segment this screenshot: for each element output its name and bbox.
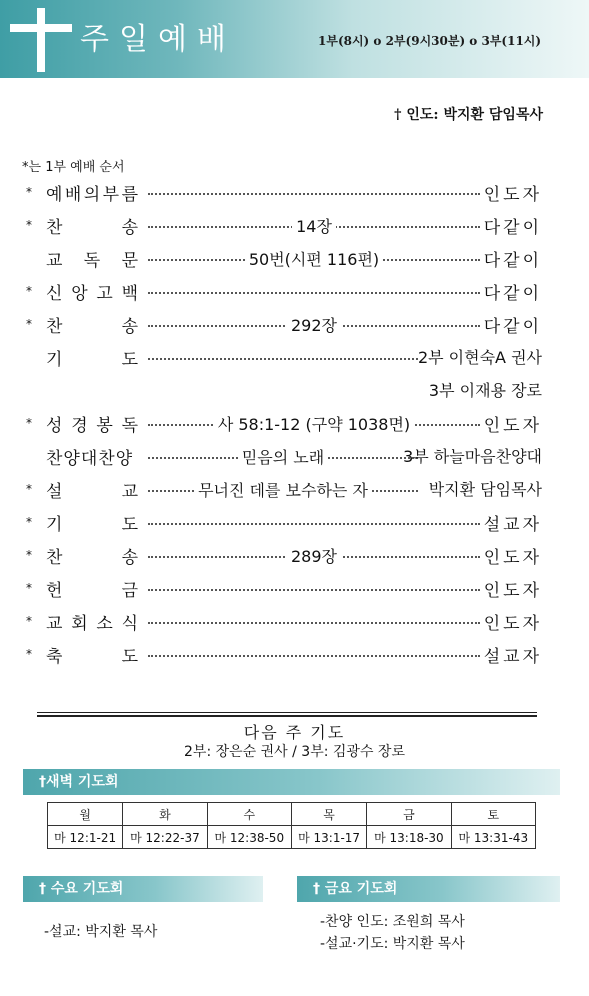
order-item-char: 찬양대찬양 [46, 449, 134, 469]
reading-cell: 마 12:1-21 [48, 826, 123, 849]
order-item-char: 배 [64, 185, 82, 205]
order-item-detail-text: 믿음의 노래 [238, 448, 328, 467]
order-item-char: 찬 [46, 548, 63, 568]
cross-icon [37, 8, 45, 72]
order-note: *는 1부 예배 순서 [22, 160, 125, 175]
asterisk-mark: * [26, 581, 32, 595]
divider [37, 712, 537, 713]
order-item-char: 기 [46, 515, 63, 535]
order-item-name [46, 477, 138, 502]
wednesday-prayer-header: † 수요 기도회 [23, 876, 263, 902]
order-item-detail-text: 292장 [287, 316, 341, 335]
reading-cell: 마 12:22-37 [123, 826, 207, 849]
asterisk-mark: * [26, 185, 32, 199]
day-cell: 수 [207, 803, 291, 826]
dawn-prayer-table [47, 802, 536, 849]
order-item-leader: 2부 이현숙A 권사 [417, 348, 542, 367]
order-item-char: 설 [46, 482, 63, 502]
friday-line: -설교·기도: 박지환 목사 [320, 936, 465, 952]
cross-icon-bar [10, 24, 72, 32]
order-item-leader: 인도자 [483, 185, 542, 205]
order-item-leader: 다같이 [483, 284, 542, 304]
order-row [26, 440, 542, 473]
order-item-detail [148, 247, 480, 270]
order-item-char: 예 [46, 185, 63, 205]
order-item-leader: 인도자 [483, 614, 542, 634]
asterisk-mark: * [26, 416, 32, 430]
order-item-name [46, 411, 138, 436]
order-item-detail [148, 445, 418, 468]
order-item-char: 름 [121, 185, 138, 205]
order-row [26, 473, 542, 506]
order-row [26, 638, 542, 671]
order-item-char: 성 [46, 416, 63, 436]
page-header [0, 0, 589, 78]
reading-cell: 마 13:1-17 [291, 826, 366, 849]
order-item-leader: 다같이 [483, 317, 542, 337]
order-item-char: 회 [71, 614, 88, 634]
order-item-leader: 다같이 [483, 251, 542, 271]
order-row [26, 308, 542, 341]
order-item-name [46, 279, 138, 304]
order-item-char: 도 [121, 515, 138, 535]
order-row [26, 275, 542, 308]
order-item-leader: 인도자 [483, 416, 542, 436]
asterisk-mark: * [26, 482, 32, 496]
friday-line: -찬양 인도: 조원희 목사 [320, 914, 465, 930]
order-item-name [46, 312, 138, 337]
day-cell: 목 [291, 803, 366, 826]
order-item-detail-text: 50번(시편 116편) [245, 250, 383, 269]
order-item-char: 백 [121, 284, 138, 304]
order-item-char: 의 [83, 185, 101, 205]
order-item-leader: 다같이 [483, 218, 542, 238]
divider [37, 715, 537, 717]
order-row [26, 176, 542, 209]
order-item-char: 봉 [96, 416, 113, 436]
order-item-char: 송 [121, 548, 138, 568]
reading-cell: 마 12:38-50 [207, 826, 291, 849]
order-item-char: 기 [46, 350, 63, 370]
order-item-detail-text: 사 58:1-12 (구약 1038면) [214, 415, 414, 434]
page-title: 주일예배 [80, 22, 236, 57]
order-item-char: 고 [96, 284, 113, 304]
order-row [26, 374, 542, 407]
order-item-char: 소 [96, 614, 113, 634]
order-row [26, 605, 542, 638]
order-item-name [46, 213, 138, 238]
order-item-char: 송 [121, 317, 138, 337]
order-item-leader: 3부 하늘마음찬양대 [403, 447, 542, 466]
asterisk-mark: * [26, 548, 32, 562]
dot-leader [148, 292, 480, 294]
order-item-detail [148, 214, 480, 237]
order-item-char: 축 [46, 647, 63, 667]
order-row [26, 539, 542, 572]
order-row [26, 572, 542, 605]
order-item-char: 찬 [46, 218, 63, 238]
order-item-detail [148, 412, 480, 435]
dot-leader [148, 589, 480, 591]
order-item-leader: 3부 이재용 장로 [428, 381, 542, 400]
order-item-char: 금 [121, 581, 138, 601]
order-item-detail-text: 289장 [287, 547, 341, 566]
order-item-name [46, 246, 138, 271]
day-cell: 화 [123, 803, 207, 826]
order-of-worship [26, 176, 542, 671]
asterisk-mark: * [26, 614, 32, 628]
order-item-char: 식 [121, 614, 138, 634]
order-row [26, 407, 542, 440]
order-item-char: 앙 [71, 284, 88, 304]
dot-leader [148, 358, 418, 360]
wednesday-line: -설교: 박지환 목사 [44, 924, 158, 940]
order-item-char: 헌 [46, 581, 63, 601]
order-item-char: 경 [71, 416, 88, 436]
asterisk-mark: * [26, 515, 32, 529]
asterisk-mark: * [26, 284, 32, 298]
order-item-name [46, 345, 138, 370]
day-cell: 금 [367, 803, 451, 826]
next-week-names: 2부: 장은순 권사 / 3부: 김광수 장로 [184, 744, 405, 760]
reading-cell: 마 13:18-30 [367, 826, 451, 849]
asterisk-mark: * [26, 218, 32, 232]
order-item-char: 찬 [46, 317, 63, 337]
order-item-detail [148, 478, 418, 501]
order-item-name [46, 642, 138, 667]
order-item-char: 신 [46, 284, 63, 304]
order-item-char: 교 [121, 482, 138, 502]
friday-prayer-header: † 금요 기도회 [297, 876, 560, 902]
order-item-leader: 설교자 [483, 647, 542, 667]
order-item-char: 독 [121, 416, 138, 436]
dot-leader [148, 622, 480, 624]
table-row [48, 826, 536, 849]
order-item-char: 부 [102, 185, 120, 205]
order-item-leader: 박지환 담임목사 [428, 480, 542, 499]
service-times: 1부(8시) o 2부(9시30분) o 3부(11시) [318, 34, 542, 48]
order-item-detail-text: 14장 [292, 217, 336, 236]
asterisk-mark: * [26, 647, 32, 661]
order-row [26, 506, 542, 539]
order-item-leader: 인도자 [483, 581, 542, 601]
order-item-name [46, 609, 138, 634]
order-item-char: 교 [46, 614, 63, 634]
order-item-name [46, 444, 138, 469]
dot-leader [148, 523, 480, 525]
worship-leader: † 인도: 박지환 담임목사 [394, 107, 543, 123]
day-cell: 토 [451, 803, 535, 826]
order-item-detail [148, 313, 480, 336]
dot-leader [148, 193, 480, 195]
order-item-char: 독 [83, 251, 101, 271]
order-item-char: 송 [121, 218, 138, 238]
order-item-leader: 설교자 [483, 515, 542, 535]
order-item-name [46, 180, 138, 205]
order-item-char: 교 [46, 251, 63, 271]
order-item-detail-text: 무너진 데를 보수하는 자 [194, 481, 372, 500]
order-item-name [46, 576, 138, 601]
order-item-char: 도 [121, 350, 138, 370]
order-row [26, 341, 542, 374]
dawn-prayer-header: †새벽 기도회 [23, 769, 560, 795]
order-item-detail [148, 544, 480, 567]
order-item-name [46, 543, 138, 568]
asterisk-mark: * [26, 317, 32, 331]
day-cell: 월 [48, 803, 123, 826]
order-row [26, 209, 542, 242]
reading-cell: 마 13:31-43 [451, 826, 535, 849]
order-item-char: 문 [121, 251, 138, 271]
dot-leader [148, 655, 480, 657]
next-week-title: 다음 주 기도 [243, 723, 346, 742]
table-row [48, 803, 536, 826]
order-item-name [46, 510, 138, 535]
order-item-char: 도 [121, 647, 138, 667]
order-item-leader: 인도자 [483, 548, 542, 568]
order-row [26, 242, 542, 275]
